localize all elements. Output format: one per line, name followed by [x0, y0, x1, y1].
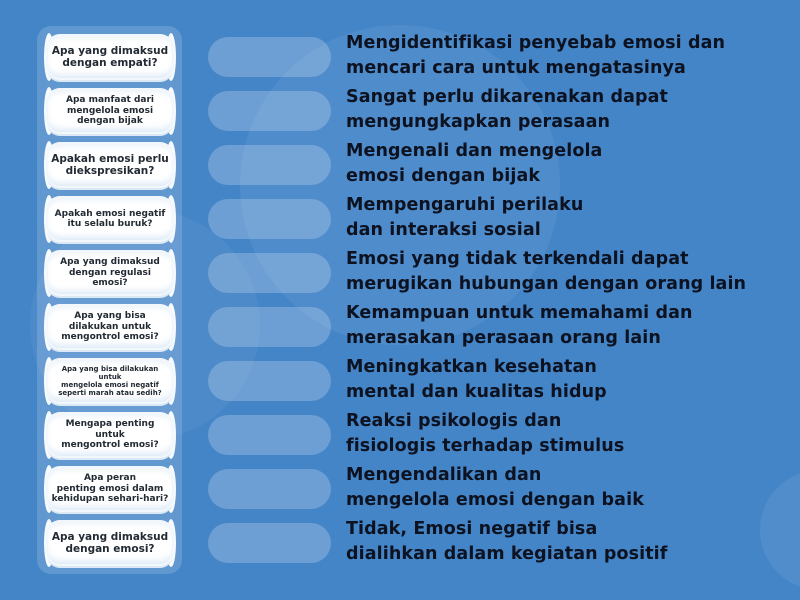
answer-text: Kemampuan untuk memahami dan merasakan perasaan orang lain — [346, 303, 693, 348]
prompt-line: dilakukan untuk — [68, 321, 152, 332]
drop-slot[interactable] — [208, 307, 331, 347]
drop-slot[interactable] — [208, 361, 331, 401]
drop-slot[interactable] — [208, 415, 331, 455]
drop-slot[interactable] — [208, 469, 331, 509]
prompt-tile-emosi[interactable] — [48, 522, 172, 564]
prompt-tile-empati[interactable] — [48, 36, 172, 78]
answer-text: Mengidentifikasi penyebab emosi dan mencari cara untuk mengatasinya — [346, 33, 726, 78]
prompt-line: mengontrol emosi? — [61, 440, 159, 451]
answer-text: Emosi yang tidak terkendali dapat merugikan hubungan dengan orang lain — [346, 249, 747, 294]
prompt-tile-manfaat[interactable] — [48, 90, 172, 132]
prompt-line: dengan emosi? — [65, 543, 155, 555]
drop-slot[interactable] — [208, 37, 331, 77]
prompt-line: mengontrol emosi? — [61, 332, 159, 343]
prompt-tile-emosi-negatif[interactable] — [48, 198, 172, 240]
drop-slot[interactable] — [208, 523, 331, 563]
prompt-tile-mengontrol[interactable] — [48, 306, 172, 348]
prompt-tray — [37, 26, 182, 574]
answer-text: Mempengaruhi perilaku dan interaksi sosial — [346, 195, 584, 240]
prompt-tile-mengapa-penting[interactable] — [48, 414, 172, 456]
prompt-line: dengan empati? — [62, 57, 158, 69]
answer-text: Meningkatkan kesehatan mental dan kualitas hidup — [346, 357, 607, 402]
prompt-line: Apakah emosi negatif — [54, 208, 166, 219]
drop-slot[interactable] — [208, 199, 331, 239]
prompt-line: Apa peran — [83, 473, 137, 484]
prompt-line: kehidupan sehari-hari? — [51, 494, 169, 505]
prompt-line: penting emosi dalam — [56, 483, 164, 494]
drop-slot[interactable] — [208, 253, 331, 293]
prompt-line: Apakah emosi perlu — [51, 152, 169, 165]
answer-text: Sangat perlu dikarenakan dapat mengungkapkan perasaan — [346, 87, 669, 132]
prompt-line: Apa yang bisa — [74, 311, 146, 322]
prompt-line: seperti marah atau sedih? — [58, 389, 162, 398]
prompt-line: dengan regulasi emosi? — [68, 267, 151, 289]
answer-text: Tidak, Emosi negatif bisa dialihkan dalam kegiatan positif — [346, 519, 668, 564]
prompt-line: Apa yang dimaksud — [60, 257, 160, 268]
prompt-line: Apa yang dimaksud — [51, 530, 169, 543]
drop-slot[interactable] — [208, 145, 331, 185]
answer-text: Mengendalikan dan mengelola emosi dengan baik — [346, 465, 644, 510]
prompt-tile-diekspresikan[interactable] — [48, 144, 172, 186]
prompt-line: Apa yang bisa dilakukan untuk — [61, 364, 159, 381]
prompt-line: mengelola emosi negatif — [61, 381, 159, 389]
answer-text: Reaksi psikologis dan fisiologis terhadap stimulus — [346, 411, 625, 456]
prompt-line: dengan bijak — [77, 116, 143, 127]
prompt-line: Mengapa penting untuk — [65, 419, 155, 440]
prompt-line: mengelola emosi — [66, 105, 154, 116]
drop-slot[interactable] — [208, 91, 331, 131]
prompt-tile-marah-sedih[interactable] — [48, 360, 172, 402]
prompt-line: diekspresikan? — [65, 165, 155, 177]
prompt-line: Apa manfaat dari — [65, 95, 154, 106]
prompt-tile-regulasi[interactable] — [48, 252, 172, 294]
answer-text: Mengenali dan mengelola emosi dengan bijak — [346, 141, 603, 186]
prompt-line: itu selalu buruk? — [67, 219, 153, 229]
prompt-line: Apa yang dimaksud — [51, 44, 169, 57]
prompt-tile-peran[interactable] — [48, 468, 172, 510]
